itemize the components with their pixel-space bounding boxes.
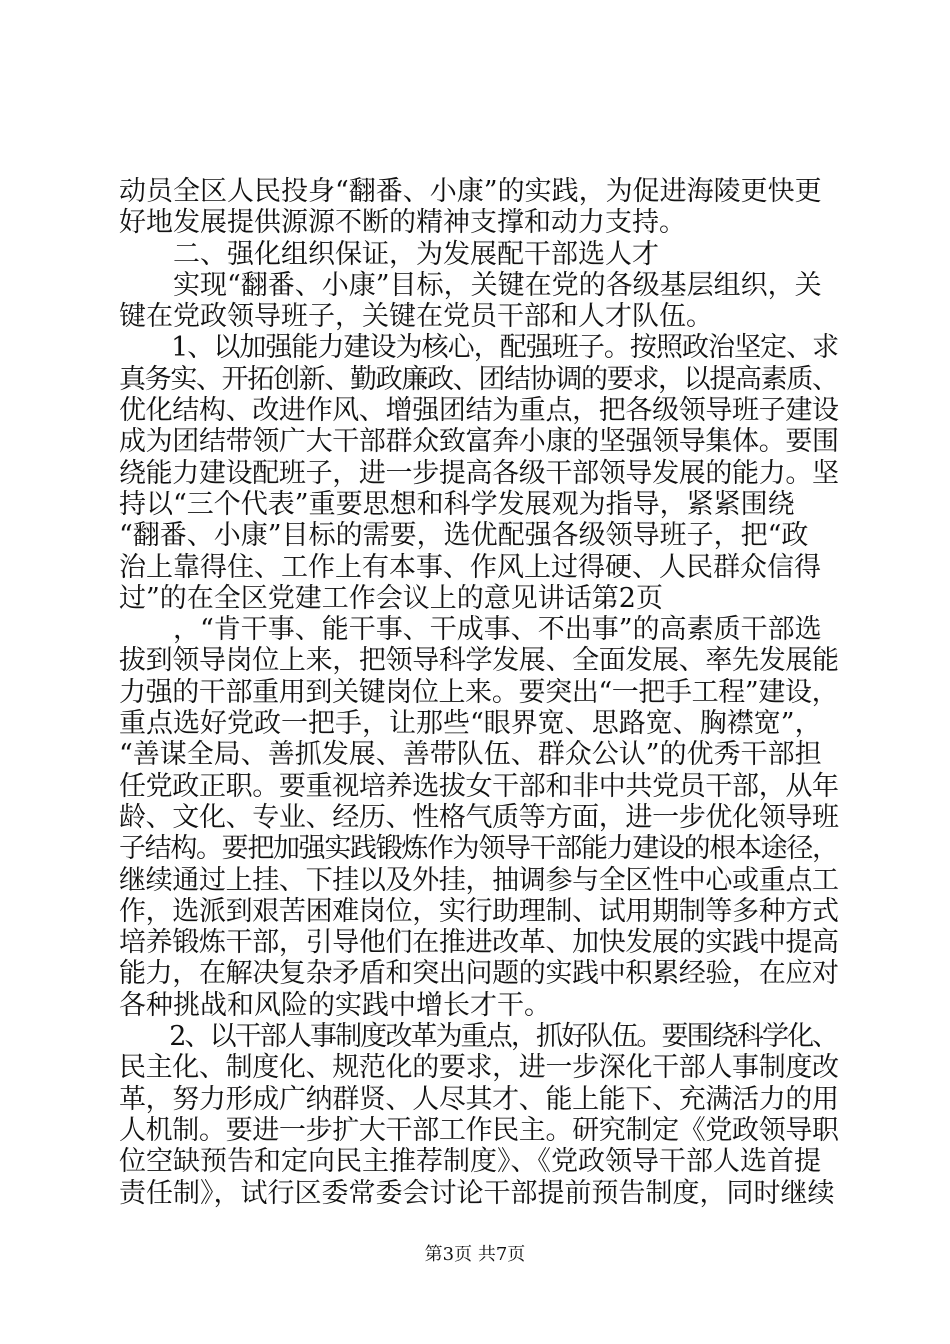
text-line: 力强的干部重用到关键岗位上来。要突出“一把手工程”建设， [119,676,839,708]
text-line: ，“肯干事、能干事、干成事、不出事”的高素质干部选 [119,614,822,646]
text-line: 好地发展提供源源不断的精神支撑和动力支持。 [119,207,686,239]
text-line: 持以“三个代表”重要思想和科学发展观为指导，紧紧围绕 [119,488,795,520]
text-line: 键在党政领导班子，关键在党员干部和人才队伍。 [119,301,713,333]
text-line: 各种挑战和风险的实践中增长才干。 [119,989,551,1021]
text-line: 革，努力形成广纳群贤、人尽其才、能上能下、充满活力的用 [119,1083,839,1115]
text-line: 子结构。要把加强实践锻炼作为领导干部能力建设的根本途径， [119,833,838,865]
text-line: “翻番、小康”目标的需要，选优配强各级领导班子，把“政 [119,520,809,552]
text-line: 人机制。要进一步扩大干部工作民主。研究制定《党政领导职 [119,1114,839,1146]
text-line: 真务实、开拓创新、勤政廉政、团结协调的要求，以提高素质、 [119,363,838,395]
text-line: 绕能力建设配班子，进一步提高各级干部领导发展的能力。坚 [119,457,839,489]
text-line: 1、以加强能力建设为核心，配强班子。按照政治坚定、求 [119,332,839,364]
text-line: “善谋全局、善抓发展、善带队伍、群众公认”的优秀干部担 [119,739,822,771]
text-line: 治上靠得住、工作上有本事、作风上过得硬、人民群众信得 [119,551,821,583]
text-line: 位空缺预告和定向民主推荐制度》、《党政领导干部人选首提 [119,1146,821,1178]
text-line: 责任制》，试行区委常委会讨论干部提前预告制度，同时继续 [119,1177,835,1209]
text-line: 民主化、制度化、规范化的要求，进一步深化干部人事制度改 [119,1052,839,1084]
text-line: 能力，在解决复杂矛盾和突出问题的实践中积累经验，在应对 [119,958,839,990]
text-line: 成为团结带领广大干部群众致富奔小康的坚强领导集体。要围 [119,426,839,458]
text-line: 继续通过上挂、下挂以及外挂，抽调参与全区性中心或重点工 [119,864,839,896]
text-line: 2、以干部人事制度改革为重点，抓好队伍。要围绕科学化、 [119,1021,838,1053]
page-footer: 第3页 共7页 [424,1244,526,1265]
text-line: 过”的在全区党建工作会议上的意见讲话第2页 [119,582,663,614]
text-line: 实现“翻番、小康”目标，关键在党的各级基层组织，关 [119,269,822,301]
text-line: 重点选好党政一把手，让那些“眼界宽、思路宽、胸襟宽”， [119,708,822,740]
text-line: 拔到领导岗位上来，把领导科学发展、全面发展、率先发展能 [119,645,839,677]
text-line: 培养锻炼干部，引导他们在推进改革、加快发展的实践中提高 [119,927,839,959]
text-line: 龄、文化、专业、经历、性格气质等方面，进一步优化领导班 [119,801,839,833]
text-line: 任党政正职。要重视培养选拔女干部和非中共党员干部，从年 [119,770,839,802]
body-text [119,176,839,1209]
text-line: 优化结构、改进作风、增强团结为重点，把各级领导班子建设 [119,395,839,427]
text-line: 动员全区人民投身“翻番、小康”的实践，为促进海陵更快更 [119,176,822,207]
text-line: 二、强化组织保证，为发展配干部选人才 [119,238,659,270]
text-line: 作，选派到艰苦困难岗位，实行助理制、试用期制等多种方式 [119,895,839,927]
